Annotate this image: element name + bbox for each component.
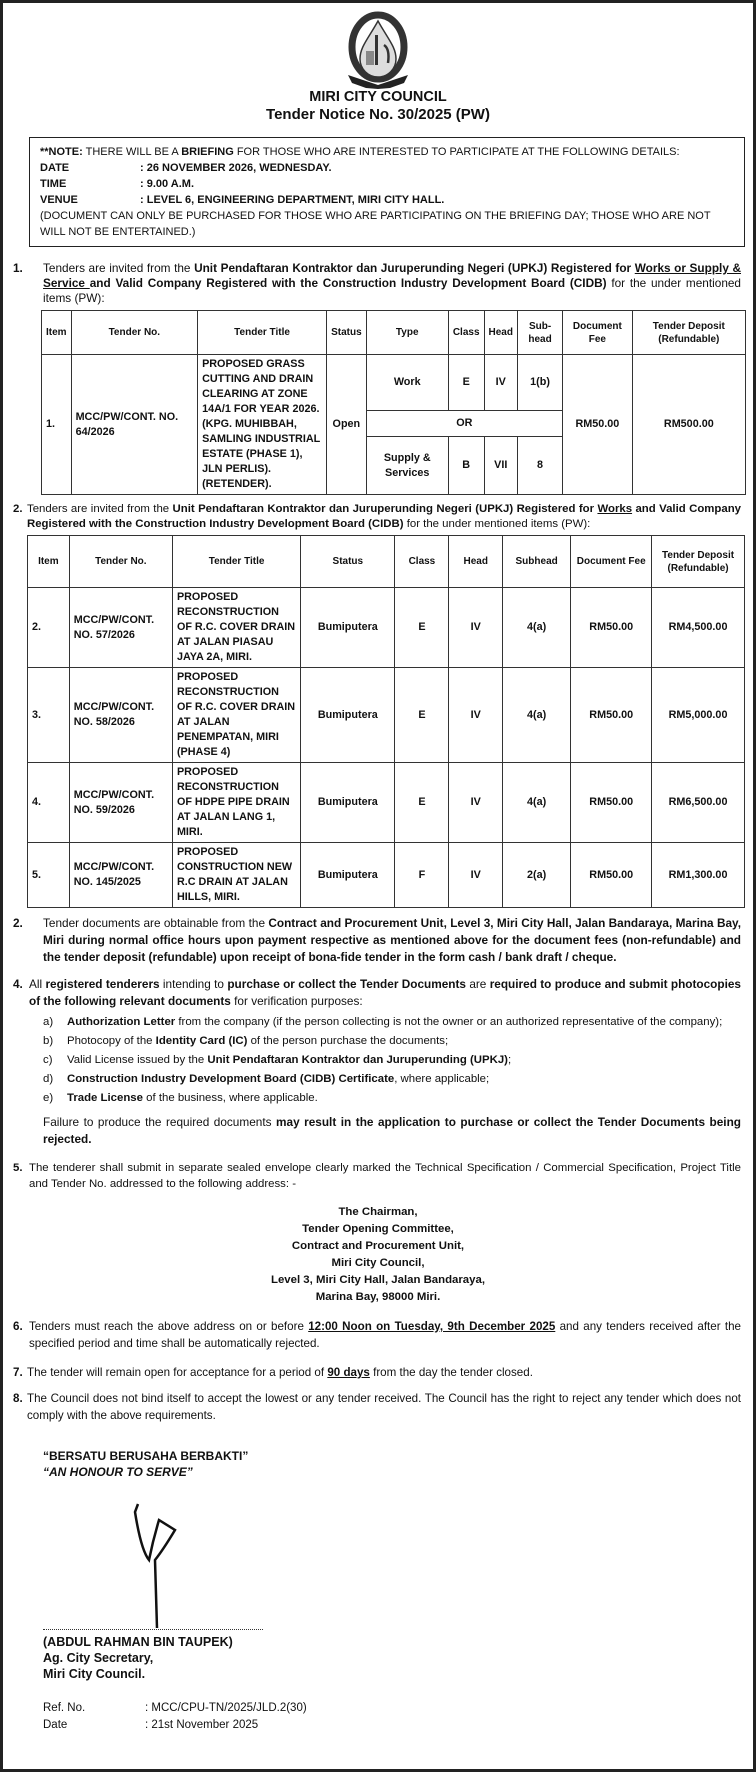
text-segment: Works: [597, 503, 633, 515]
column-header: Class: [395, 536, 449, 588]
list-marker: a): [43, 1016, 54, 1028]
subhead: 1(b): [517, 355, 562, 411]
list-marker: d): [43, 1073, 54, 1085]
text-segment: ;: [507, 1054, 512, 1066]
tender-table-1: [41, 310, 746, 495]
briefing-date-row: [40, 160, 734, 176]
column-header: Item: [42, 311, 72, 355]
text-segment: of the business, where applicable.: [142, 1092, 318, 1104]
motto: [43, 1448, 753, 1480]
list-item-text: [67, 1052, 511, 1068]
head: IV: [484, 355, 517, 411]
text-segment: Unit Pendaftaran Kontraktor dan Juruperunding Negeri (UPKJ) Registered for: [172, 503, 598, 515]
text-segment: FOR THOSE WHO ARE INTERESTED TO PARTICIPATE AT THE FOLLOWING DETAILS:: [233, 146, 680, 158]
column-header: Type: [366, 311, 448, 355]
item-number: 3.: [28, 668, 70, 763]
text-segment: Tenders are invited from the: [43, 261, 195, 275]
text-segment: are: [465, 977, 490, 991]
text-segment: 90 days: [327, 1366, 370, 1379]
head: IV: [449, 668, 503, 763]
section-number: 2.: [13, 916, 23, 930]
text-segment: for the under mentioned items (PW):: [403, 518, 591, 530]
council-name: MIRI CITY COUNCIL: [309, 89, 447, 105]
item-number: 1.: [42, 355, 72, 495]
list-item-text: [67, 1014, 722, 1030]
class: E: [395, 668, 449, 763]
section-number: 4.: [13, 977, 23, 991]
head: VII: [484, 437, 517, 495]
tender-status: Bumiputera: [301, 843, 395, 908]
column-header: Head: [449, 536, 503, 588]
signatory-organisation: Miri City Council.: [43, 1667, 146, 1681]
paragraph-7: [13, 1364, 741, 1381]
tender-number: MCC/PW/CONT. NO. 145/2025: [69, 843, 172, 908]
column-header: Tender No.: [69, 536, 172, 588]
column-header: Tender Deposit (Refundable): [652, 536, 745, 588]
document-collection-text: [43, 915, 741, 966]
tender-number: MCC/PW/CONT. NO. 58/2026: [69, 668, 172, 763]
document-fee: RM50.00: [571, 668, 652, 763]
class: E: [448, 355, 484, 411]
required-documents-intro: [29, 976, 741, 1010]
tender-status: Bumiputera: [301, 588, 395, 668]
text-segment: Identity Card (IC): [155, 1035, 248, 1047]
text-segment: The Council does not bind itself to accept the lowest or any tender received. The Council has the right to reject any tender which does not comply with the above requirements.: [27, 1392, 741, 1422]
tender-number: MCC/PW/CONT. NO. 57/2026: [69, 588, 172, 668]
text-segment: Photocopy of the: [67, 1035, 156, 1047]
column-header: Tender Title: [198, 311, 327, 355]
item-number: 5.: [28, 843, 70, 908]
text-segment: Authorization Letter: [67, 1016, 176, 1028]
subhead: 4(a): [502, 668, 570, 763]
table-row: [28, 843, 745, 908]
class: B: [448, 437, 484, 495]
ref-no-label: Ref. No.: [43, 1702, 86, 1714]
paragraph-5: [13, 1160, 741, 1192]
text-segment: The tender will remain open for acceptance for a period of: [27, 1366, 328, 1379]
council-crest-logo: [338, 11, 418, 89]
signatory-block: [43, 1634, 753, 1682]
column-header: Subhead: [502, 536, 570, 588]
address-line: Contract and Procurement Unit,: [291, 1240, 465, 1252]
text-segment: , where applicable;: [394, 1073, 490, 1085]
tender-title: PROPOSED RECONSTRUCTION OF R.C. COVER DRAIN AT JALAN PENEMPATAN, MIRI (PHASE 4): [172, 668, 300, 763]
text-segment: **NOTE:: [40, 146, 83, 158]
signature-line: [43, 1629, 263, 1630]
section-number: 5.: [13, 1162, 23, 1174]
text-segment: Tenders are invited from the: [27, 503, 173, 515]
list-marker: e): [43, 1092, 54, 1104]
document-fee: RM50.00: [571, 843, 652, 908]
reference-block: [43, 1700, 753, 1734]
type: Work: [366, 355, 448, 411]
tender-status: Bumiputera: [301, 763, 395, 843]
text-segment: BRIEFING: [181, 146, 234, 158]
signature-area: [3, 1480, 753, 1630]
text-segment: Unit Pendaftaran Kontraktor dan Juruperunding Negeri (UPKJ) Registered for: [194, 261, 635, 275]
briefing-time-label: TIME: [40, 178, 67, 190]
header-row: [28, 536, 745, 588]
briefing-note-intro: [40, 144, 734, 160]
submission-text: [29, 1160, 741, 1192]
address-line: Level 3, Miri City Hall, Jalan Bandaraya,: [271, 1274, 485, 1286]
paragraph-4: [13, 976, 741, 1010]
briefing-venue-value: : LEVEL 6, ENGINEERING DEPARTMENT, MIRI CITY HALL.: [140, 194, 445, 206]
tender-deposit: RM500.00: [632, 355, 745, 495]
class: F: [395, 843, 449, 908]
failure-notice: [13, 1114, 741, 1148]
section-2: [13, 502, 741, 532]
tender-number: MCC/PW/CONT. NO. 64/2026: [71, 355, 198, 495]
briefing-date-value: : 26 NOVEMBER 2026, WEDNESDAY.: [140, 162, 332, 174]
head: IV: [449, 588, 503, 668]
column-header: Tender Deposit (Refundable): [632, 311, 745, 355]
section-number: 6.: [13, 1320, 23, 1333]
column-header: Item: [28, 536, 70, 588]
required-documents-list: [43, 1014, 743, 1106]
date-value: : 21st November 2025: [145, 1719, 259, 1731]
tender-table-2: [27, 535, 745, 908]
text-segment: Contract and Procurement Unit, Level 3, Miri City Hall, Jalan Bandaraya, Marina Bay, Miri during normal office hours upon payment respective as mentioned above for the document fees (non-refundable) and the tender deposit (refundable) upon receipt of bona-fide tender in the form cash / bank draft / cheque.: [43, 916, 741, 964]
motto-english: “AN HONOUR TO SERVE”: [43, 1465, 193, 1479]
validity-text: [27, 1364, 741, 1381]
signatory-name: (ABDUL RAHMAN BIN TAUPEK): [43, 1635, 233, 1649]
tender-deposit: RM1,300.00: [652, 843, 745, 908]
text-segment: Construction Industry Development Board (CIDB) Certificate: [67, 1073, 395, 1085]
text-segment: Works or Supply & Service: [43, 261, 741, 290]
text-segment: registered tenderers: [45, 977, 160, 991]
subhead: 4(a): [502, 588, 570, 668]
item-number: 4.: [28, 763, 70, 843]
briefing-time-value: : 9.00 A.M.: [140, 178, 194, 190]
list-item-text: [67, 1071, 489, 1087]
column-header: Sub-head: [517, 311, 562, 355]
briefing-time-row: [40, 176, 734, 192]
submission-address: [3, 1204, 753, 1306]
document-fee: RM50.00: [563, 355, 632, 495]
address-line: The Chairman,: [338, 1206, 418, 1218]
text-segment: Valid License issued by the: [67, 1054, 208, 1066]
paragraph-2: [13, 915, 741, 966]
text-segment: purchase or collect the Tender Documents: [227, 977, 466, 991]
tender-deposit: RM4,500.00: [652, 588, 745, 668]
tender-title: PROPOSED CONSTRUCTION NEW R.C DRAIN AT JALAN HILLS, MIRI.: [172, 843, 300, 908]
text-segment: and Valid Company Registered with the Construction Industry Development Board (CIDB): [89, 276, 607, 290]
list-item-text: [67, 1090, 318, 1106]
section-1-text: [43, 261, 741, 306]
text-segment: from the company (if the person collecting is not the owner or an authorized representative of the company);: [175, 1016, 723, 1028]
signatory-position: Ag. City Secretary,: [43, 1651, 154, 1665]
text-segment: Failure to produce the required documents: [43, 1115, 277, 1129]
briefing-venue-row: [40, 192, 734, 208]
subhead: 4(a): [502, 763, 570, 843]
briefing-note-footer: (DOCUMENT CAN ONLY BE PURCHASED FOR THOSE WHO ARE PARTICIPATING ON THE BRIEFING DAY; THOSE WHO ARE NOT WILL NOT BE ENTERTAINED.): [40, 210, 711, 238]
tender-notice-number: Tender Notice No. 30/2025 (PW): [266, 106, 490, 123]
address-line: Marina Bay, 98000 Miri.: [315, 1291, 441, 1303]
text-segment: intending to: [159, 977, 228, 991]
column-header: Status: [327, 311, 367, 355]
document-fee: RM50.00: [571, 763, 652, 843]
tender-number: MCC/PW/CONT. NO. 59/2026: [69, 763, 172, 843]
document-fee: RM50.00: [571, 588, 652, 668]
tender-title: PROPOSED RECONSTRUCTION OF R.C. COVER DRAIN AT JALAN PIASAU JAYA 2A, MIRI.: [172, 588, 300, 668]
motto-malay: “BERSATU BERUSAHA BERBAKTI”: [43, 1449, 249, 1463]
column-header: Head: [484, 311, 517, 355]
text-segment: for the under mentioned items (PW):: [43, 276, 741, 305]
document: [3, 3, 753, 1744]
text-segment: may result in the application to purchase or collect the Tender Documents being rejected.: [43, 1115, 741, 1146]
class: E: [395, 763, 449, 843]
column-header: Class: [448, 311, 484, 355]
class: E: [395, 588, 449, 668]
item-number: 2.: [28, 588, 70, 668]
list-item: [43, 1071, 743, 1087]
briefing-date-label: DATE: [40, 162, 70, 174]
text-segment: The tenderer shall submit in separate sealed envelope clearly marked the Technical Specification / Commercial Specification, Project Title and Tender No. addressed to the following address: -: [29, 1162, 741, 1190]
text-segment: and any tenders received after the specified period and time shall be automatically rejected.: [29, 1320, 742, 1350]
date-label: Date: [43, 1719, 68, 1731]
text-segment: from the day the tender closed.: [369, 1366, 533, 1379]
section-1: [13, 261, 741, 306]
list-item-text: [67, 1033, 448, 1049]
text-segment: Trade License: [67, 1092, 143, 1104]
subhead: 2(a): [502, 843, 570, 908]
tender-status: Bumiputera: [301, 668, 395, 763]
column-header: Document Fee: [563, 311, 632, 355]
text-segment: 12:00 Noon on Tuesday, 9th December 2025: [308, 1320, 556, 1333]
list-marker: b): [43, 1035, 54, 1047]
text-segment: THERE WILL BE A: [82, 146, 182, 158]
section-number: 2.: [13, 503, 23, 515]
tender-title: PROPOSED GRASS CUTTING AND DRAIN CLEARING AT ZONE 14A/1 FOR YEAR 2026. (KPG. MUHIBBAH, SAMLING INDUSTRIAL ESTATE (PHASE 1), JLN PERLIS). (RETENDER).: [198, 355, 327, 495]
text-segment: Unit Pendaftaran Kontraktor dan Juruperunding (UPKJ): [207, 1054, 508, 1066]
briefing-note-box: [29, 137, 745, 247]
head: IV: [449, 763, 503, 843]
table-row: [28, 763, 745, 843]
list-item: [43, 1014, 743, 1030]
type: Supply & Services: [366, 437, 448, 495]
text-segment: Tenders must reach the above address on or before: [29, 1320, 309, 1333]
list-marker: c): [43, 1054, 53, 1066]
section-2-text: [27, 502, 741, 532]
text-segment: for verification purposes:: [230, 994, 363, 1008]
tender-deposit: RM6,500.00: [652, 763, 745, 843]
tender-title: PROPOSED RECONSTRUCTION OF HDPE PIPE DRAIN AT JALAN LANG 1, MIRI.: [172, 763, 300, 843]
handwritten-signature: [123, 1500, 183, 1630]
tender-status: Open: [327, 355, 367, 495]
text-segment: required to produce and submit photocopies of the following relevant documents: [29, 977, 741, 1008]
briefing-venue-label: VENUE: [40, 194, 78, 206]
tender-deposit: RM5,000.00: [652, 668, 745, 763]
text-segment: All: [29, 977, 46, 991]
section-number: 8.: [13, 1392, 23, 1405]
table-row: [28, 668, 745, 763]
closing-date-text: [29, 1318, 741, 1352]
column-header: Tender Title: [172, 536, 300, 588]
subhead: 8: [517, 437, 562, 495]
council-rights-text: [27, 1390, 741, 1424]
failure-notice-text: [43, 1114, 741, 1148]
ref-no-value: : MCC/CPU-TN/2025/JLD.2(30): [145, 1702, 307, 1714]
text-segment: of the person purchase the documents;: [247, 1035, 449, 1047]
address-line: Tender Opening Committee,: [302, 1223, 454, 1235]
list-item: [43, 1090, 743, 1106]
column-header: Document Fee: [571, 536, 652, 588]
address-line: Miri City Council,: [331, 1257, 425, 1269]
text-segment: Tender documents are obtainable from the: [43, 916, 269, 930]
list-item: [43, 1052, 743, 1068]
list-item: [43, 1033, 743, 1049]
table-row: [28, 588, 745, 668]
paragraph-6: [13, 1318, 741, 1352]
text-segment: and Valid Company Registered with the Construction Industry Development Board (CIDB): [27, 503, 742, 530]
or-separator: OR: [366, 411, 563, 437]
paragraph-8: [13, 1390, 741, 1424]
section-number: 7.: [13, 1366, 23, 1379]
section-number: 1.: [13, 261, 23, 275]
column-header: Tender No.: [71, 311, 198, 355]
column-header: Status: [301, 536, 395, 588]
head: IV: [449, 843, 503, 908]
